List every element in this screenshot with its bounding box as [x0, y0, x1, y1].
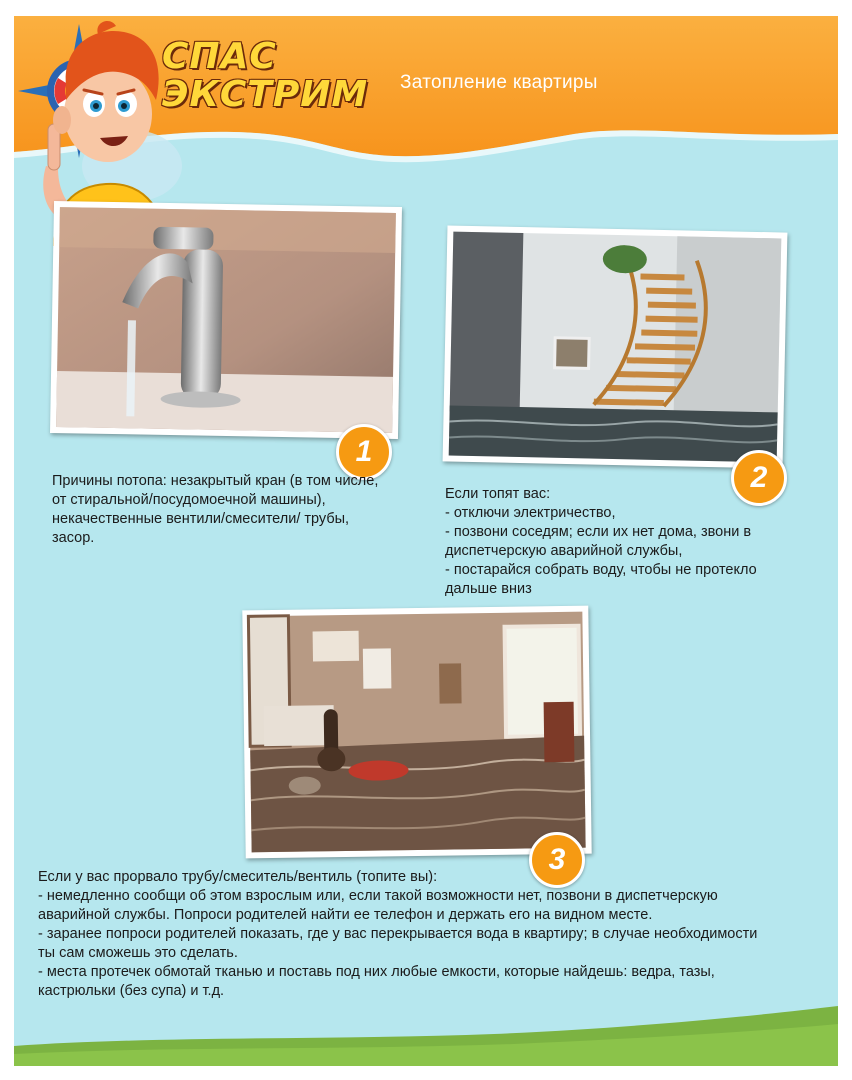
staircase-photo-card: [443, 225, 788, 468]
instruction-line: ты сам сможешь это сделать.: [38, 945, 238, 961]
flooded-room-image: [242, 606, 591, 859]
step-number-badge-1: 1: [336, 424, 392, 480]
page-title: Затопление квартиры: [400, 72, 598, 93]
flooded-staircase-image: [443, 225, 788, 468]
instruction-line: Если топят вас:: [445, 486, 551, 502]
causes-line: некачественные вентили/смесители/ трубы,: [52, 511, 350, 527]
brand-line-2: ЭКСТРИМ: [162, 74, 369, 115]
causes-line: от стиральной/посудомоечной машины),: [52, 492, 326, 508]
instruction-line: дальше вниз: [445, 581, 532, 597]
instruction-line: диспетчерскую аварийной службы,: [445, 543, 683, 559]
step-number-badge-3: 3: [529, 832, 585, 888]
instruction-line: аварийной службы. Попроси родителей найти ее телефон и держать его на видном месте.: [38, 907, 653, 923]
causes-line: засор.: [52, 530, 95, 546]
brand-line-1: СПАС: [162, 36, 277, 77]
step-number-badge-2: 2: [731, 450, 787, 506]
if-you-flood-text: [38, 868, 757, 1001]
running-faucet-image: [50, 201, 402, 439]
instruction-line: Если у вас прорвало трубу/смеситель/вентиль (топите вы):: [38, 869, 438, 885]
grass-footer: [14, 1006, 838, 1066]
faucet-photo-card: [50, 201, 402, 439]
instruction-line: - отключи электричество,: [445, 505, 616, 521]
causes-text: [52, 472, 378, 548]
instruction-line: - заранее попроси родителей показать, где у вас перекрывается вода в квартиру; в случае необходимости: [38, 926, 758, 942]
instruction-line: - постарайся собрать воду, чтобы не протекло: [445, 562, 757, 578]
room-photo-card: [242, 606, 591, 859]
causes-line: Причины потопа: незакрытый кран (в том числе,: [52, 473, 379, 489]
instruction-line: кастрюльки (без супа) и т.д.: [38, 983, 225, 999]
instruction-line: - немедленно сообщи об этом взрослым или, если такой возможности нет, позвони в диспетчерскую: [38, 888, 718, 904]
instruction-line: - места протечек обмотай тканью и поставь под них любые емкости, которые найдешь: ведра, тазы,: [38, 964, 715, 980]
poster-panel: [14, 16, 838, 1066]
instruction-line: - позвони соседям; если их нет дома, звони в: [445, 524, 752, 540]
if-flooded-by-others-text: [445, 485, 757, 599]
header-banner: [14, 16, 838, 176]
